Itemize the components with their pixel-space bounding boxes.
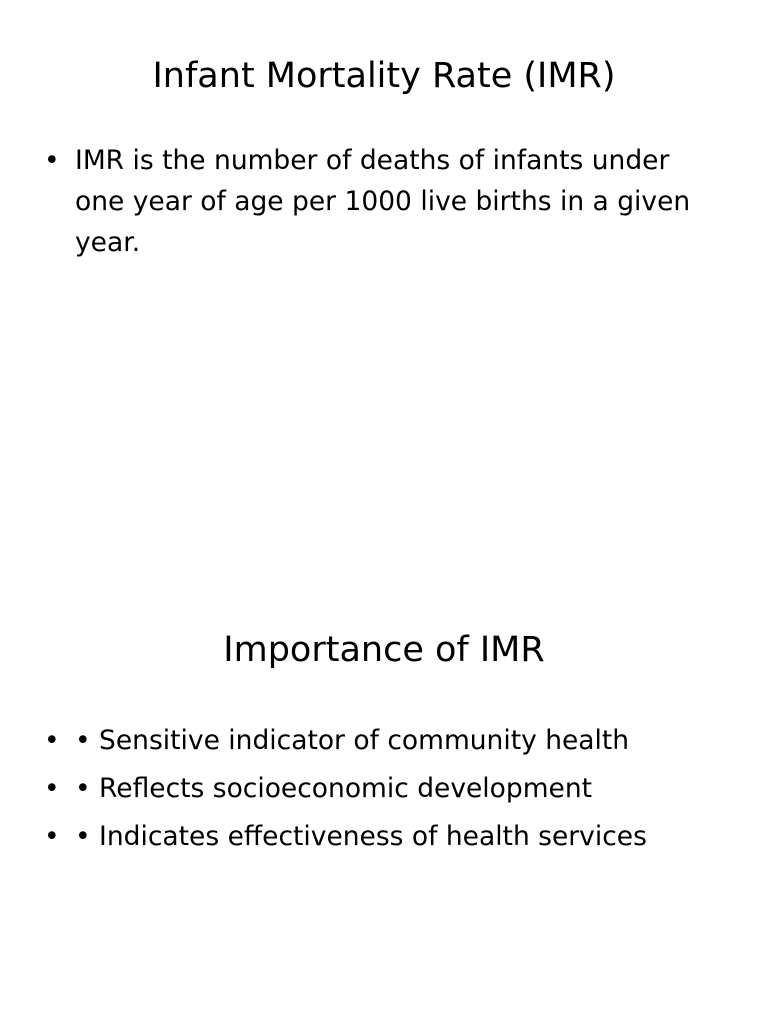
bullet-item: [44, 765, 724, 813]
bullet-text: IMR is the number of deaths of infants under one year of age per 1000 live births in a given year.: [75, 145, 691, 258]
bullet-icon: •: [44, 725, 60, 756]
bullet-icon: •: [44, 821, 60, 852]
bullet-item: [44, 717, 724, 765]
slide-title: Infant Mortality Rate (IMR): [152, 56, 616, 96]
bullet-icon: •: [44, 773, 60, 804]
bullet-icon: •: [44, 145, 60, 176]
bullet-list: [44, 140, 724, 263]
bullet-text: • Sensitive indicator of community health: [75, 725, 630, 756]
bullet-item: [44, 813, 724, 861]
bullet-list: [44, 717, 724, 861]
slide-title: Importance of IMR: [223, 630, 545, 670]
bullet-text: • Reflects socioeconomic development: [75, 773, 593, 804]
slide-2: [0, 576, 768, 1024]
bullet-item: [44, 140, 724, 263]
bullet-text: • Indicates effectiveness of health services: [75, 821, 647, 852]
